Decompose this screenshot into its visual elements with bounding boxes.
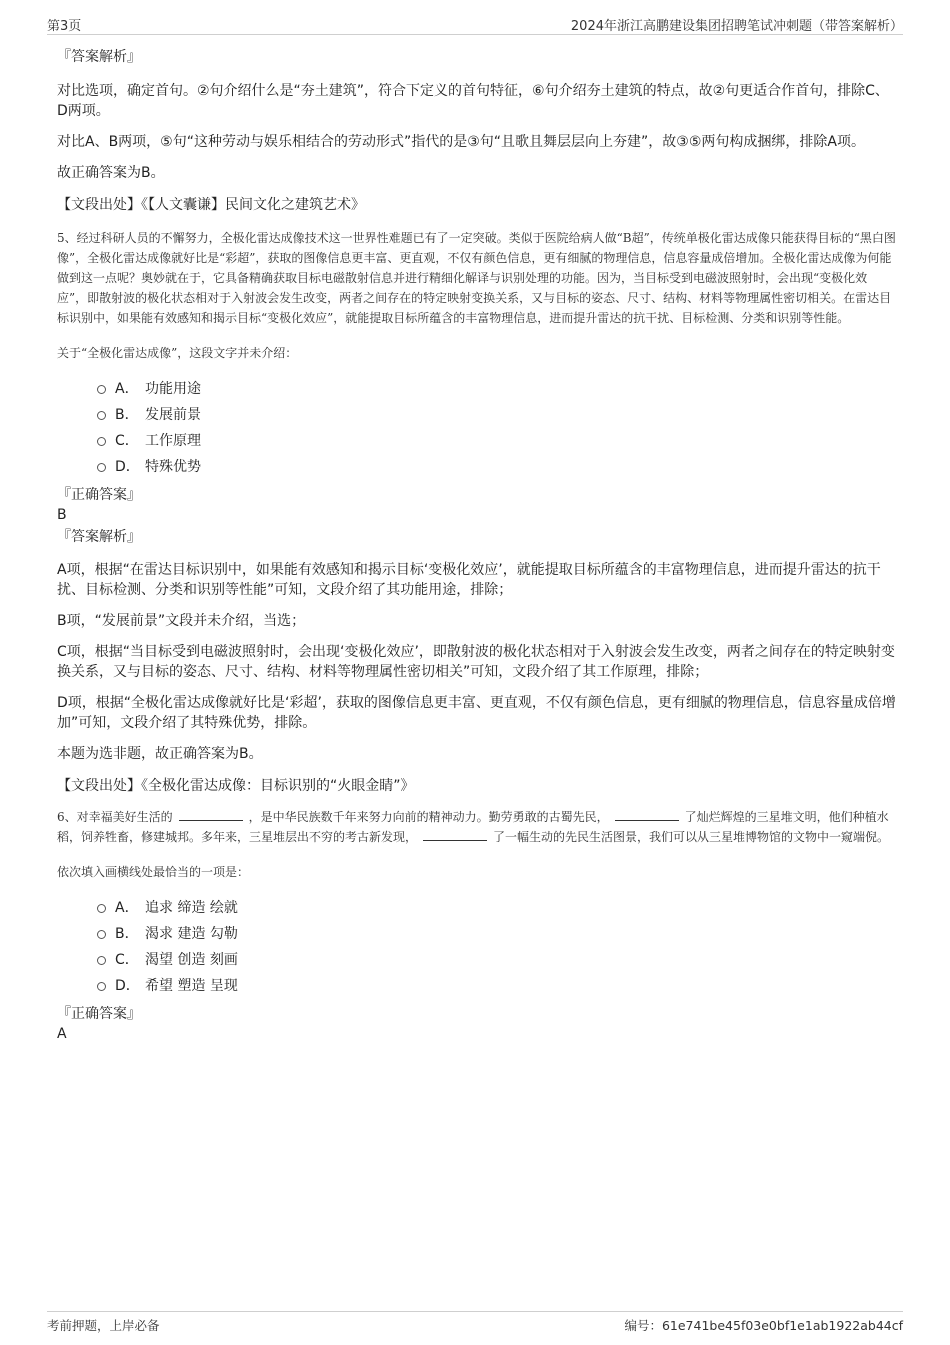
analysis-paragraph: B项，“发展前景”文段并未介绍，当选； xyxy=(57,613,306,629)
page-content xyxy=(57,46,897,1043)
correct-answer-label: 『正确答案』 xyxy=(57,1006,141,1022)
footer-slogan: 考前押题，上岸必备 xyxy=(47,1318,160,1333)
option-c[interactable]: C． 工作原理 xyxy=(57,428,897,454)
analysis-label: 『答案解析』 xyxy=(57,49,141,65)
correct-answer: A xyxy=(57,1026,67,1042)
analysis-paragraph: C项，根据“当目标受到电磁波照射时，会出现‘变极化效应’，即散射波的极化状态相对于入射波会发生改变，两者之间存在的特定映射变换关系，又与目标的姿态、尺寸、结构、材料等物理属性密切相关”可知，文段介绍了其工作原理，排除； xyxy=(57,644,895,680)
analysis-paragraph: 对比选项，确定首句。②句介绍什么是“夯土建筑”，符合下定义的首句特征，⑥句介绍夯土建筑的特点，故②句更适合作首句，排除C、D两项。 xyxy=(57,83,889,119)
option-a[interactable]: A． 功能用途 xyxy=(57,376,897,402)
document-id: 编号：61e741be45f03e0bf1e1ab1922ab44cf xyxy=(624,1318,903,1333)
analysis-paragraph: D项，根据“全极化雷达成像就好比是‘彩超’，获取的图像信息更丰富、更直观，不仅有颜色信息，更有细腻的物理信息，信息容量成倍增加”可知，文段介绍了其特殊优势，排除。 xyxy=(57,695,896,731)
analysis-paragraph: 本题为选非题，故正确答案为B。 xyxy=(57,746,263,762)
option-list xyxy=(57,376,897,480)
fill-blank xyxy=(423,828,487,841)
option-d[interactable]: D． 特殊优势 xyxy=(57,454,897,480)
radio-icon[interactable] xyxy=(97,982,106,991)
correct-answer-label: 『正确答案』 xyxy=(57,487,141,503)
radio-icon[interactable] xyxy=(97,385,106,394)
page-header xyxy=(47,14,903,35)
page-number: 第3页 xyxy=(47,19,82,34)
radio-icon[interactable] xyxy=(97,463,106,472)
question-prompt: 依次填入画横线处最恰当的一项是： xyxy=(57,865,250,879)
question-text: 5、经过科研人员的不懈努力，全极化雷达成像技术这一世界性难题已有了一定突破。类似于医院给病人做“B超”，传统单极化雷达成像只能获得目标的“黑白图像”，全极化雷达成像就好比是“彩超”，获取的图像信息更丰富、更直观，不仅有颜色信息，更有细腻的物理信息，信息容量成倍增加。全极化雷达成像为何能做到这一点呢？奥妙就在于，它具备精确获取目标电磁散射信息并进行精细化解译与识别处理的功能。因为，当目标受到电磁波照射时，会出现“变极化效应”，即散射波的极化状态相对于入射波会发生改变，两者之间存在的特定映射变换关系，又与目标的姿态、尺寸、结构、材料等物理属性密切相关。在雷达目标识别中，如果能有效感知和揭示目标“变极化效应”，就能提取目标所蕴含的丰富物理信息，进而提升雷达的抗干扰、目标检测、分类和识别等性能。 xyxy=(57,231,896,325)
option-b[interactable]: B． 发展前景 xyxy=(57,402,897,428)
radio-icon[interactable] xyxy=(97,411,106,420)
radio-icon[interactable] xyxy=(97,437,106,446)
page-footer xyxy=(47,1311,903,1336)
source-citation: 【文段出处】《全极化雷达成像：目标识别的“火眼金睛”》 xyxy=(57,778,415,794)
question-prompt: 关于“全极化雷达成像”，这段文字并未介绍： xyxy=(57,346,298,360)
analysis-paragraph: 故正确答案为B。 xyxy=(57,165,165,181)
option-list xyxy=(57,895,897,999)
question-text: 6、对幸福美好生活的 ，是中华民族数千年来努力向前的精神动力。勤劳勇敢的古蜀先民， 了灿烂辉煌的三星堆文明，他们种植水稻，饲养牲畜，修建城邦。多年来，三星堆层出不穷的考古新发现， 了一幅生动的先民生活图景，我们可以从三星堆博物馆的文物中一窥端倪。 xyxy=(57,810,890,844)
fill-blank xyxy=(615,808,679,821)
document-title: 2024年浙江高鹏建设集团招聘笔试冲刺题（带答案解析） xyxy=(570,19,903,34)
option-a[interactable]: A． 追求 缔造 绘就 xyxy=(57,895,897,921)
analysis-paragraph: A项，根据“在雷达目标识别中，如果能有效感知和揭示目标‘变极化效应’，就能提取目标所蕴含的丰富物理信息，进而提升雷达的抗干扰、目标检测、分类和识别等性能”可知，文段介绍了其功能用途，排除； xyxy=(57,562,881,598)
correct-answer: B xyxy=(57,507,67,523)
fill-blank xyxy=(179,808,243,821)
option-c[interactable]: C． 渴望 创造 刻画 xyxy=(57,947,897,973)
analysis-paragraph: 对比A、B两项，⑤句“这种劳动与娱乐相结合的劳动形式”指代的是③句“且歌且舞层层向上夯建”，故③⑤两句构成捆绑，排除A项。 xyxy=(57,134,865,150)
option-d[interactable]: D． 希望 塑造 呈现 xyxy=(57,973,897,999)
option-b[interactable]: B． 渴求 建造 勾勒 xyxy=(57,921,897,947)
radio-icon[interactable] xyxy=(97,930,106,939)
analysis-label: 『答案解析』 xyxy=(57,529,141,545)
radio-icon[interactable] xyxy=(97,904,106,913)
radio-icon[interactable] xyxy=(97,956,106,965)
source-citation: 【文段出处】《【人文囊谦】民间文化之建筑艺术》 xyxy=(57,197,365,213)
